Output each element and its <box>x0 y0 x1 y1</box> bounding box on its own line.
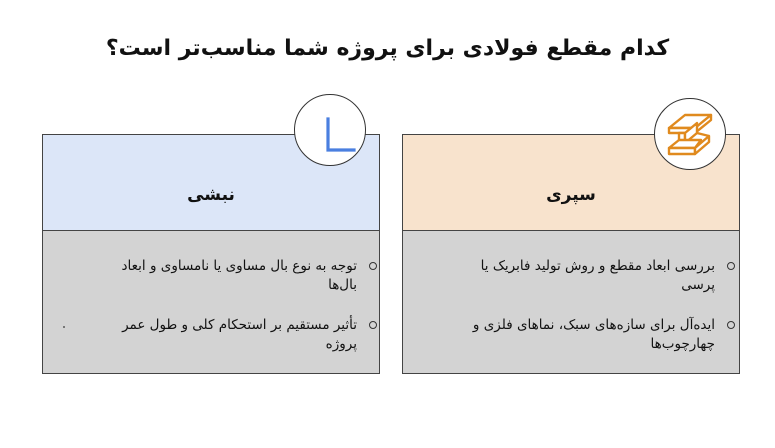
t-beam-card-body <box>403 231 739 373</box>
bullet-circle-icon <box>369 321 377 329</box>
page-title: کدام مقطع فولادی برای پروژه شما مناسب‌تر است؟ <box>105 36 670 61</box>
list-item: تأثیر مستقیم بر استحکام کلی و طول عمر پروژه <box>77 316 357 354</box>
list-item: ایده‌آل برای سازه‌های سبک، نماهای فلزی و چهارچوب‌ها <box>440 316 715 354</box>
t-beam-card-title: سپری <box>546 185 596 205</box>
angle-card-title: نبشی <box>187 185 235 205</box>
angle-profile-icon <box>294 94 366 166</box>
bullet-circle-icon <box>369 262 377 270</box>
bullet-circle-icon <box>727 262 735 270</box>
angle-card <box>42 134 380 374</box>
list-item: توجه به نوع بال مساوی یا نامساوی و ابعاد بال‌ها <box>77 257 357 295</box>
bullet-circle-icon <box>727 321 735 329</box>
angle-profile-glyph <box>295 95 365 165</box>
t-beam-icon <box>654 98 726 170</box>
t-beam-glyph <box>655 99 725 169</box>
list-item: بررسی ابعاد مقطع و روش تولید فابریک یا پرسی <box>440 257 715 295</box>
decorative-dot <box>63 326 65 328</box>
angle-card-body <box>43 231 379 373</box>
